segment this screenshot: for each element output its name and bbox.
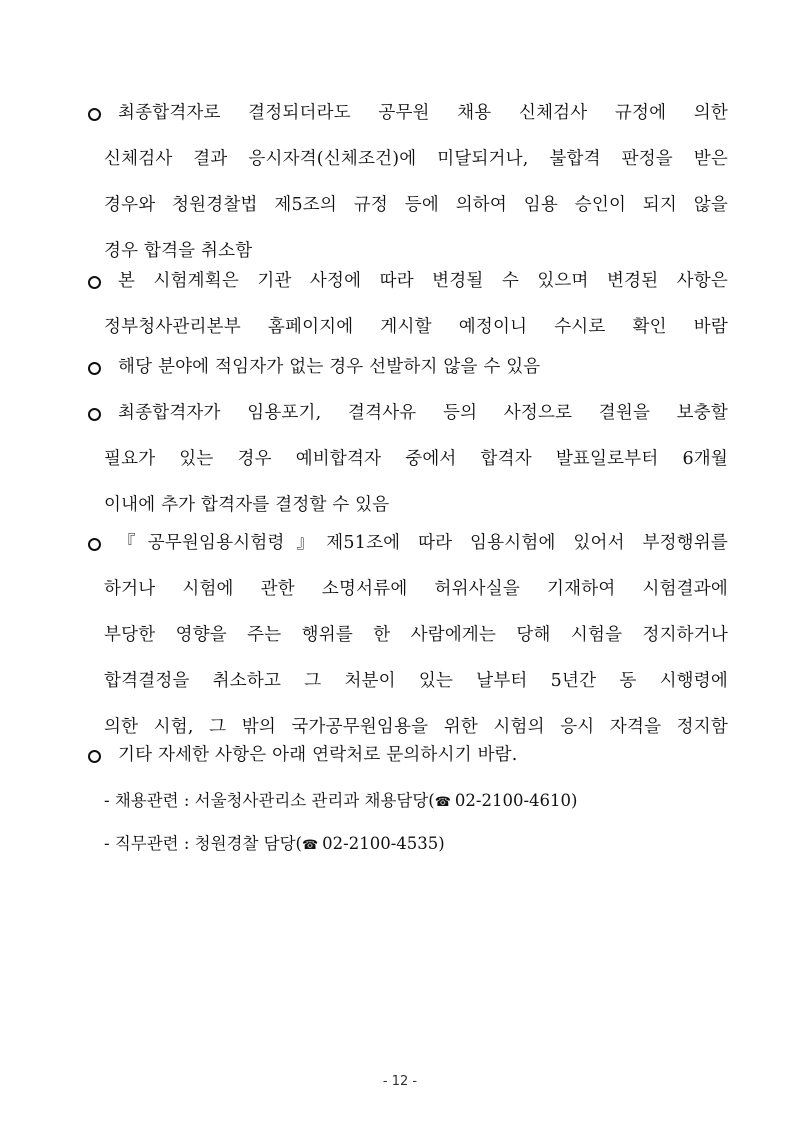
contact-line-duty bbox=[104, 829, 445, 861]
notice-line: 최종합격자가 임용포기, 결격사유 등의 사정으로 결원을 보충할 bbox=[118, 403, 728, 423]
notice-line: 필요가 있는 경우 예비합격자 중에서 합격자 발표일로부터 6개월 bbox=[104, 449, 728, 469]
notice-item-4 bbox=[88, 398, 728, 536]
phone-icon: ☎ bbox=[434, 795, 451, 810]
notice-line: 경우 합격을 취소함 bbox=[104, 241, 253, 261]
notice-item-1 bbox=[88, 98, 728, 282]
contact-phone-number: 02-2100-4610 bbox=[454, 791, 572, 810]
notice-line: 신체검사 결과 응시자격(신체조건)에 미달되거나, 불합격 판정을 받은 bbox=[104, 149, 728, 169]
notice-line: 의한 시험, 그 밖의 국가공무원임용을 위한 시험의 응시 자격을 정지함 bbox=[104, 717, 728, 737]
circle-bullet-icon bbox=[88, 408, 101, 421]
circle-bullet-icon bbox=[88, 108, 101, 121]
page-number: - 12 - bbox=[382, 1074, 418, 1089]
contact-phone-number: 02-2100-4535 bbox=[322, 834, 439, 853]
circle-bullet-icon bbox=[88, 362, 101, 375]
contact-prefix: - 채용관련 : 서울청사관리소 관리과 채용담당( bbox=[104, 791, 435, 810]
contact-suffix: ) bbox=[438, 834, 445, 853]
notice-line: 해당 분야에 적임자가 없는 경우 선발하지 않을 수 있음 bbox=[118, 357, 541, 377]
circle-bullet-icon bbox=[88, 750, 101, 763]
notice-line: 기타 자세한 사항은 아래 연락처로 문의하시기 바람. bbox=[118, 745, 518, 765]
notice-line: 최종합격자로 결정되더라도 공무원 채용 신체검사 규정에 의한 bbox=[118, 103, 728, 123]
notice-item-5 bbox=[88, 528, 728, 758]
notice-line: 하거나 시험에 관한 소명서류에 허위사실을 기재하여 시험결과에 bbox=[104, 579, 728, 599]
notice-line: 본 시험계획은 기관 사정에 따라 변경될 수 있으며 변경된 사항은 bbox=[118, 271, 728, 291]
notice-line: 경우와 청원경찰법 제5조의 규정 등에 의하여 임용 승인이 되지 않을 bbox=[104, 195, 728, 215]
notice-line: 이내에 추가 합격자를 결정할 수 있음 bbox=[104, 495, 390, 515]
phone-icon: ☎ bbox=[301, 838, 319, 853]
notice-item-2 bbox=[88, 266, 728, 358]
notice-line: 『공무원임용시험령』제51조에 따라 임용시험에 있어서 부정행위를 bbox=[118, 533, 728, 553]
contact-prefix: - 직무관련 : 청원경찰 담당( bbox=[104, 834, 302, 853]
contact-suffix: ) bbox=[571, 791, 578, 810]
circle-bullet-icon bbox=[88, 538, 101, 551]
notice-line: 합격결정을 취소하고 그 처분이 있는 날부터 5년간 동 시행령에 bbox=[104, 671, 728, 691]
contact-line-recruitment bbox=[104, 786, 577, 818]
circle-bullet-icon bbox=[88, 276, 101, 289]
notice-line: 정부청사관리본부 홈페이지에 게시할 예정이니 수시로 확인 바람 bbox=[104, 317, 728, 337]
notice-item-3 bbox=[88, 352, 728, 398]
notice-item-6 bbox=[88, 740, 728, 786]
notice-line: 부당한 영향을 주는 행위를 한 사람에게는 당해 시험을 정지하거나 bbox=[104, 625, 728, 645]
